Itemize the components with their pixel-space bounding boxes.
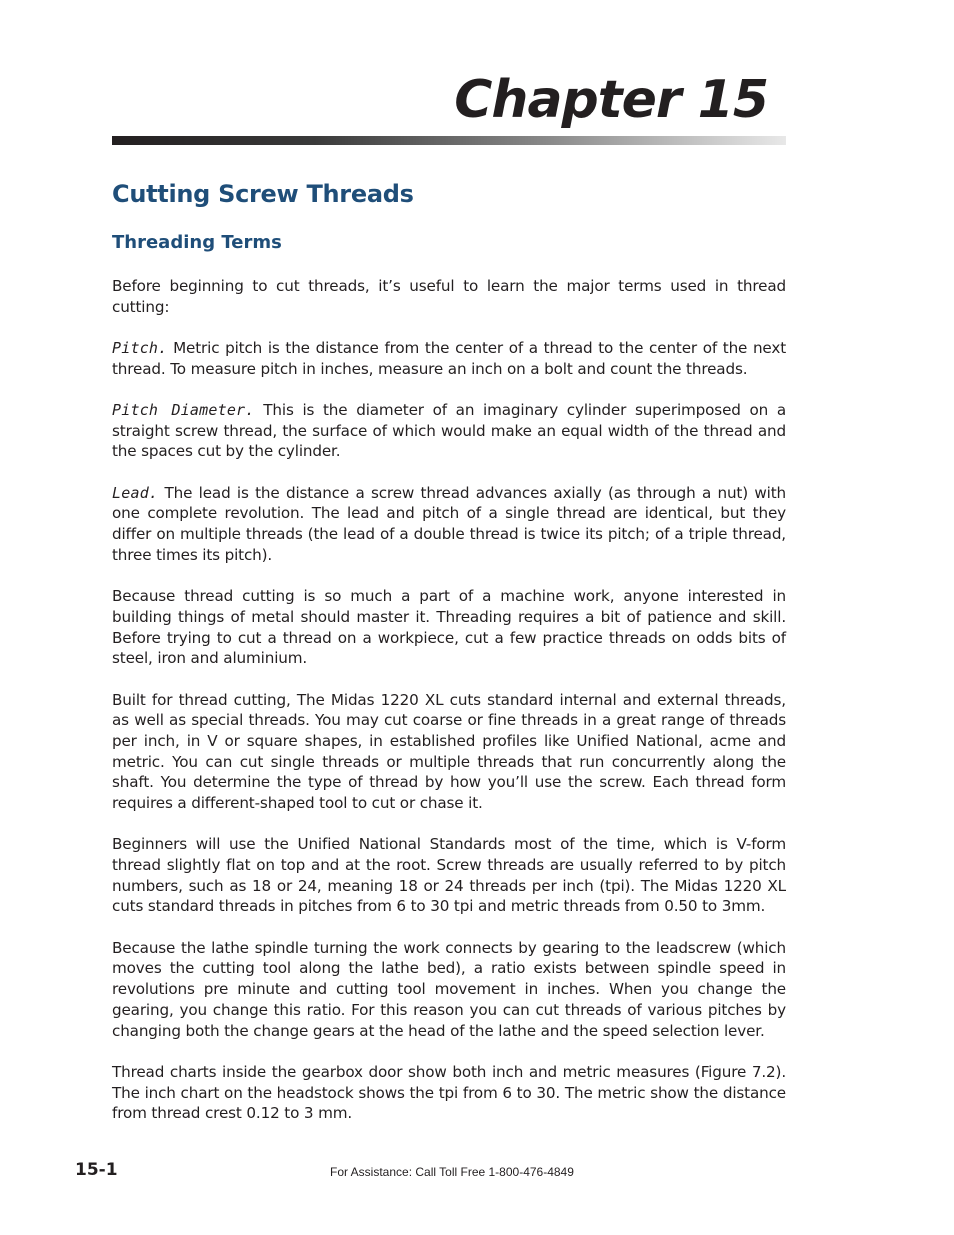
body-paragraph: Built for thread cutting, The Midas 1220 XL cuts standard internal and external threads, as well as special threads. You may cut coarse or fine threads in a great range of threads per inch, in V or square shapes, in established profiles like Unified National, acme and metric. You can cut single threads or multiple threads that run concurrently along the shaft. You determine the type of thread by how you’ll use the screw. Each thread form requires a different-shaped tool to cut or chase it. xyxy=(112,690,786,813)
chapter-divider xyxy=(112,136,786,145)
subsection-title: Threading Terms xyxy=(112,232,282,253)
intro-paragraph: Before beginning to cut threads, it’s useful to learn the major terms used in thread cutting: xyxy=(112,277,786,316)
pitch-term: Pitch. xyxy=(112,339,168,357)
page-content xyxy=(112,176,786,1124)
lead-paragraph: Lead. The lead is the distance a screw thread advances axially (as through a nut) with one complete revolution. The lead and pitch of a single thread are identical, but they differ on multiple threads (the lead of a double thread is twice its pitch; of a triple thread, three times its pitch). xyxy=(112,483,786,564)
pitch-paragraph: Pitch. Metric pitch is the distance from the center of a thread to the center of the next thread. To measure pitch in inches, measure an inch on a bolt and count the threads. xyxy=(112,339,786,378)
body-paragraph: Because thread cutting is so much a part of a machine work, anyone interested in building things of metal should master it. Threading requires a bit of patience and skill. Before trying to cut a thread on a workpiece, cut a few practice threads on odds bits of steel, iron and aluminium. xyxy=(112,587,786,668)
chapter-title: Chapter 15 xyxy=(454,70,768,130)
pitch-diameter-paragraph: Pitch Diameter. This is the diameter of an imaginary cylinder superimposed on a straight screw thread, the surface of which would make an equal width of the thread and the spaces cut by the cylinder. xyxy=(112,401,787,461)
body-paragraph: Because the lathe spindle turning the work connects by gearing to the leadscrew (which moves the cutting tool along the lathe bed), a ratio exists between spindle speed in revolutions pre minute and cutting tool movement in inches. When you change the gearing, you change this ratio. For this reason you can cut threads of various pitches by changing both the change gears at the head of the lathe and the speed selection lever. xyxy=(112,938,786,1040)
assistance-footer: For Assistance: Call Toll Free 1-800-476-4849 xyxy=(330,1165,574,1179)
body-paragraph: Beginners will use the Unified National Standards most of the time, which is V-form thread slightly flat on top and at the root. Screw threads are usually referred to by pitch numbers, such as 18 or 24, meaning 18 or 24 threads per inch (tpi). The Midas 1220 XL cuts standard threads in pitches from 6 to 30 tpi and metric threads from 0.50 to 3mm. xyxy=(112,835,786,916)
section-title: Cutting Screw Threads xyxy=(112,180,414,208)
pitch-diameter-term: Pitch Diameter. xyxy=(112,401,255,419)
lead-term: Lead. xyxy=(112,483,159,502)
body-paragraph: Thread charts inside the gearbox door show both inch and metric measures (Figure 7.2). The inch chart on the headstock shows the tpi from 6 to 30. The metric show the distance from thread crest 0.12 to 3 mm. xyxy=(112,1062,786,1123)
page-number: 15-1 xyxy=(75,1160,118,1180)
